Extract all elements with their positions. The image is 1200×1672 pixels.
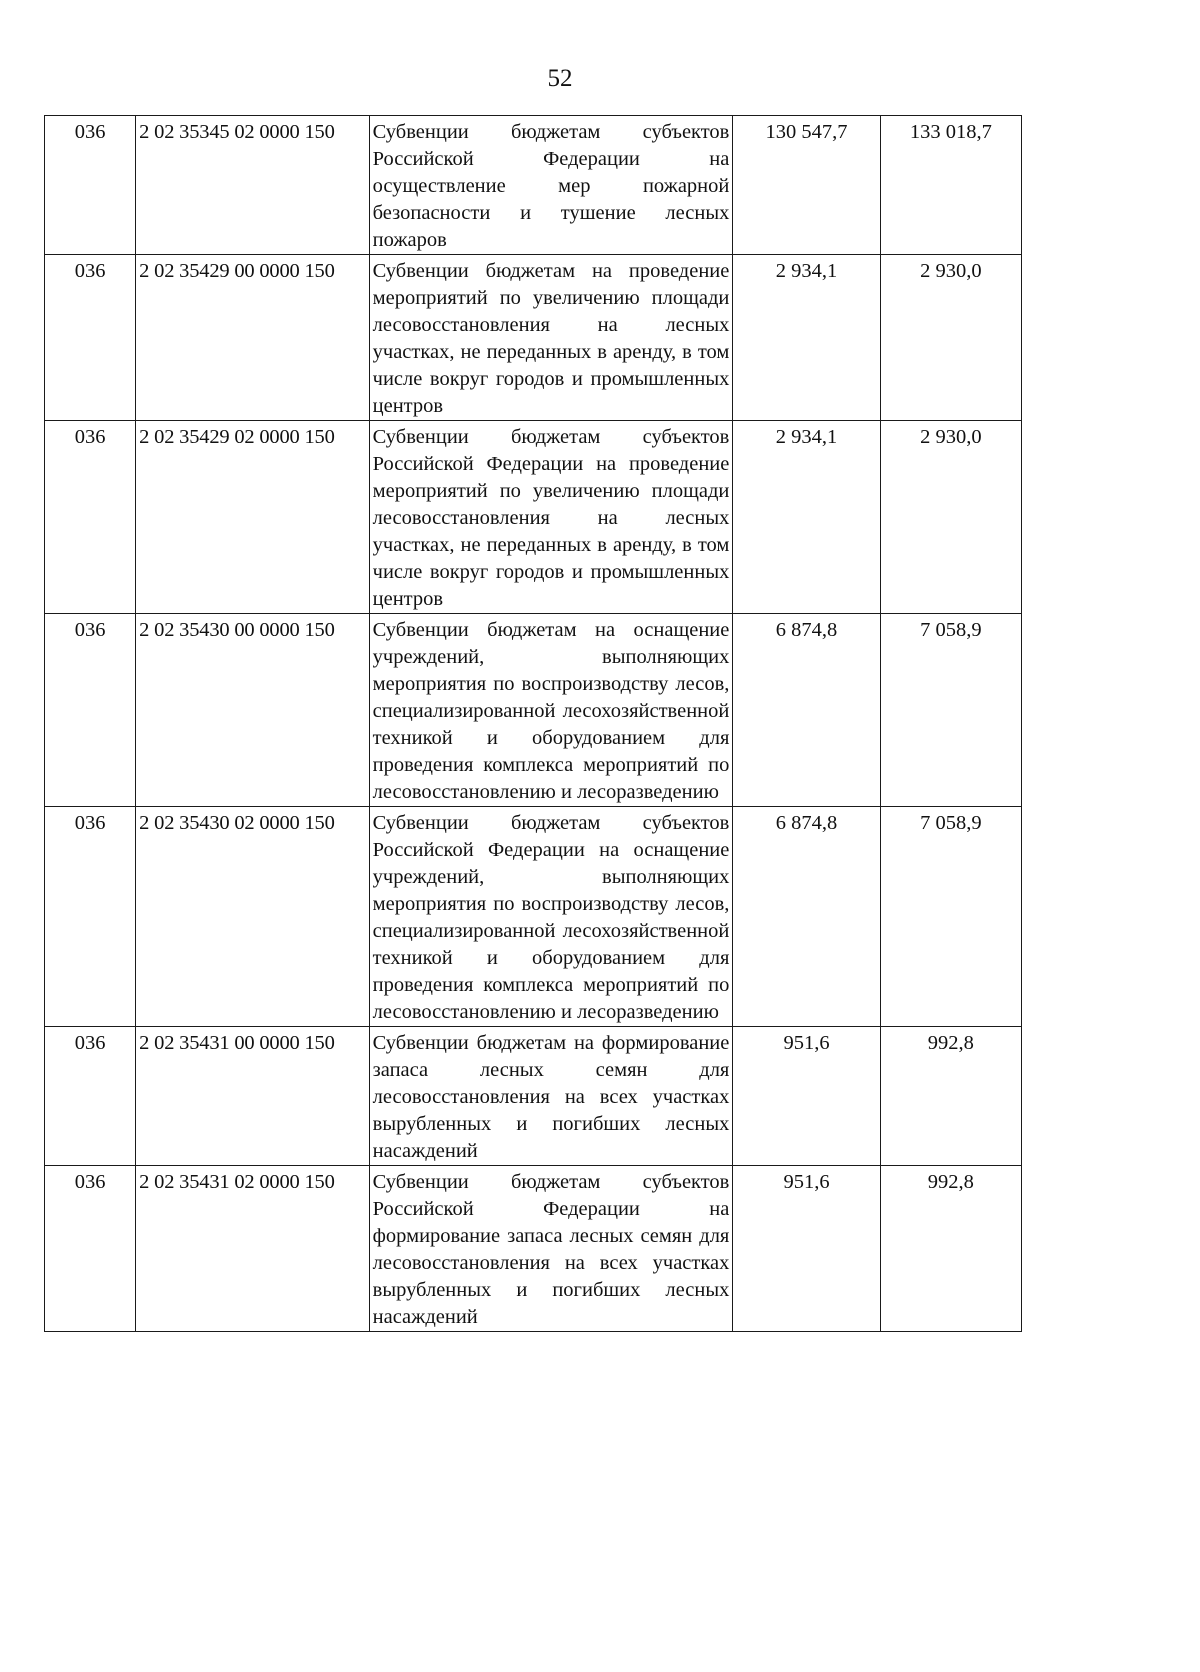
amount-first-year-cell: 951,6: [733, 1166, 880, 1332]
amount-second-year-cell: 2 930,0: [880, 421, 1021, 614]
amount-first-year-cell: 951,6: [733, 1027, 880, 1166]
admin-code-cell: 036: [45, 1027, 136, 1166]
amount-second-year-cell: 992,8: [880, 1027, 1021, 1166]
table-row: [45, 614, 1022, 807]
admin-code-cell: 036: [45, 255, 136, 421]
table-row: [45, 1166, 1022, 1332]
table-row: [45, 255, 1022, 421]
revenue-name-cell: Субвенции бюджетам субъектов Российской Федерации на оснащение учреждений, выполняющих мероприятия по воспроизводству лесов, специализированной лесохозяйственной техникой и оборудованием для проведения комплекса мероприятий по лесовосстановлению и лесоразведению: [369, 807, 733, 1027]
table-row: [45, 1027, 1022, 1166]
admin-code-cell: 036: [45, 421, 136, 614]
page-number: 52: [547, 65, 573, 92]
table-row: [45, 116, 1022, 255]
revenue-name-cell: Субвенции бюджетам на проведение мероприятий по увеличению площади лесовосстановления на лесных участках, не переданных в аренду, в том числе вокруг городов и промышленных центров: [369, 255, 733, 421]
budget-classification-code-cell: 2 02 35431 02 0000 150: [136, 1166, 369, 1332]
amount-second-year-cell: 992,8: [880, 1166, 1021, 1332]
revenue-name-cell: Субвенции бюджетам субъектов Российской Федерации на формирование запаса лесных семян для лесовосстановления на всех участках вырубленных и погибших лесных насаждений: [369, 1166, 733, 1332]
budget-table-body: [45, 116, 1022, 1332]
amount-first-year-cell: 6 874,8: [733, 614, 880, 807]
amount-second-year-cell: 133 018,7: [880, 116, 1021, 255]
revenue-name-cell: Субвенции бюджетам на оснащение учреждений, выполняющих мероприятия по воспроизводству лесов, специализированной лесохозяйственной техникой и оборудованием для проведения комплекса мероприятий по лесовосстановлению и лесоразведению: [369, 614, 733, 807]
revenue-name-cell: Субвенции бюджетам субъектов Российской Федерации на проведение мероприятий по увеличению площади лесовосстановления на лесных участках, не переданных в аренду, в том числе вокруг городов и промышленных центров: [369, 421, 733, 614]
amount-first-year-cell: 130 547,7: [733, 116, 880, 255]
revenue-name-cell: Субвенции бюджетам на формирование запаса лесных семян для лесовосстановления на всех участках вырубленных и погибших лесных насаждений: [369, 1027, 733, 1166]
budget-classification-code-cell: 2 02 35429 02 0000 150: [136, 421, 369, 614]
amount-first-year-cell: 6 874,8: [733, 807, 880, 1027]
budget-table: [44, 115, 1022, 1332]
amount-first-year-cell: 2 934,1: [733, 421, 880, 614]
amount-second-year-cell: 7 058,9: [880, 807, 1021, 1027]
admin-code-cell: 036: [45, 614, 136, 807]
budget-classification-code-cell: 2 02 35430 02 0000 150: [136, 807, 369, 1027]
admin-code-cell: 036: [45, 116, 136, 255]
table-row: [45, 807, 1022, 1027]
budget-classification-code-cell: 2 02 35429 00 0000 150: [136, 255, 369, 421]
budget-classification-code-cell: 2 02 35431 00 0000 150: [136, 1027, 369, 1166]
amount-second-year-cell: 2 930,0: [880, 255, 1021, 421]
admin-code-cell: 036: [45, 1166, 136, 1332]
amount-first-year-cell: 2 934,1: [733, 255, 880, 421]
amount-second-year-cell: 7 058,9: [880, 614, 1021, 807]
budget-classification-code-cell: 2 02 35430 00 0000 150: [136, 614, 369, 807]
revenue-name-cell: Субвенции бюджетам субъектов Российской Федерации на осуществление мер пожарной безопасности и тушение лесных пожаров: [369, 116, 733, 255]
budget-classification-code-cell: 2 02 35345 02 0000 150: [136, 116, 369, 255]
table-row: [45, 421, 1022, 614]
admin-code-cell: 036: [45, 807, 136, 1027]
